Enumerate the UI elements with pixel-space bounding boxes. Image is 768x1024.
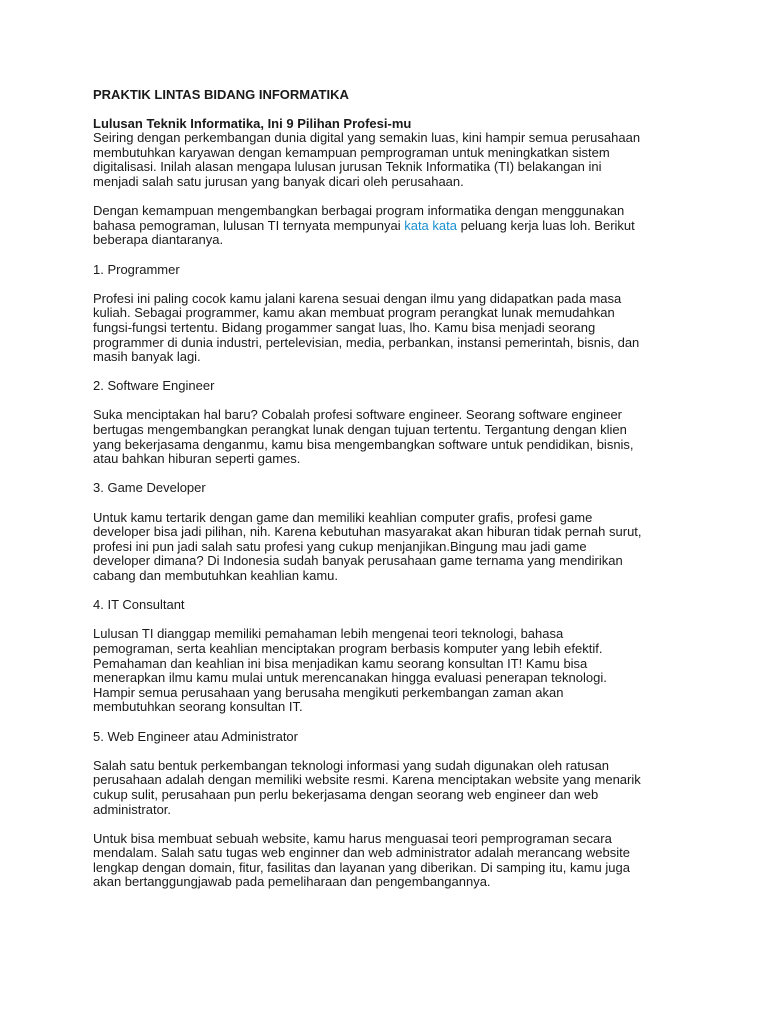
section-body-programmer: Profesi ini paling cocok kamu jalani karena sesuai dengan ilmu yang didapatkan pada masa kuliah. Sebagai programmer, kamu akan membuat program perangkat lunak memudahkan fungsi-fungsi tertentu. Bidang progammer sangat luas, lho. Kamu bisa menjadi seorang programmer di dunia industri, pertelevisian, media, perbankan, instansi pemerintah, bisnis, dan masih banyak lagi. xyxy=(93,290,640,365)
section-heading-it-consultant: 4. IT Consultant xyxy=(93,597,185,613)
section-body-web-engineer: Salah satu bentuk perkembangan teknologi informasi yang sudah digunakan oleh ratusan perusahaan adalah dengan memiliki website resmi. Karena menciptakan website yang menarik cukup sulit, perusahaan pun perlu bekerjasama dengan seorang web engineer dan web administrator. xyxy=(93,757,641,817)
section-body-game-developer: Untuk kamu tertarik dengan game dan memiliki keahlian computer grafis, profesi game developer bisa jadi pilihan, nih. Karena kebutuhan masyarakat akan hiburan tidak pernah surut, profesi ini pun jadi salah satu profesi yang cukup menjanjikan.Bingung mau jadi game developer dimana? Di Indonesia sudah banyak perusahaan game ternama yang mendirikan cabang dan membutuhkan keahlian kamu. xyxy=(93,509,642,583)
article-subtitle: Lulusan Teknik Informatika, Ini 9 Pilihan Profesi-mu xyxy=(93,115,412,131)
section-heading-game-developer: 3. Game Developer xyxy=(93,480,206,496)
intro-paragraph-2-text-after: peluang kerja luas loh. Berikut beberapa diantaranya. xyxy=(93,217,635,248)
intro-paragraph-2-text-before: Dengan kemampuan mengembangkan berbagai program informatika dengan menggunakan bahasa pemograman, lulusan TI ternyata mempunyai xyxy=(93,203,625,233)
intro-paragraph-2 xyxy=(93,204,708,248)
section-heading-programmer: 1. Programmer xyxy=(93,261,180,277)
intro-paragraph-1: Seiring dengan perkembangan dunia digital yang semakin luas, kini hampir semua perusahaan membutuhkan karyawan dengan kemampuan pemprograman untuk meningkatkan sistem digitalisasi. Inilah alasan mengapa lulusan jurusan Teknik Informatika (TI) belakangan ini menjadi salah satu jurusan yang banyak dicari oleh perusahaan. xyxy=(93,130,641,189)
closing-paragraph: Untuk bisa membuat sebuah website, kamu harus menguasai teori pemprograman secara mendalam. Salah satu tugas web enginner dan web administrator adalah merancang website lengkap dengan domain, fitur, fasilitas dan layanan yang diberikan. Di samping itu, kamu juga akan bertanggungjawab pada pemeliharaan dan pengembangannya. xyxy=(93,830,630,890)
section-heading-web-engineer: 5. Web Engineer atau Administrator xyxy=(93,728,298,744)
section-heading-software-engineer: 2. Software Engineer xyxy=(93,378,215,394)
section-body-software-engineer: Suka menciptakan hal baru? Cobalah profesi software engineer. Seorang software engineer bertugas mengembangkan perangkat lunak dengan tujuan tertentu. Tergantung dengan klien yang bekerjasama denganmu, kamu bisa mengembangkan software untuk pendidikan, bisnis, atau bahkan hiburan seperti games. xyxy=(93,407,634,467)
section-body-it-consultant: Lulusan TI dianggap memiliki pemahaman lebih mengenai teori teknologi, bahasa pemograman, serta keahlian menciptakan program berbasis komputer yang lebih efektif. Pemahaman dan keahlian ini bisa menjadikan kamu seorang konsultan IT! Kamu bisa menerapkan ilmu kamu mulai untuk merencanakan hingga evaluasi penerapan teknologi. Hampir semua perusahaan yang berusaha mengikuti perkembangan zaman akan membutuhkan seorang konsultan IT. xyxy=(93,626,607,715)
document-title: PRAKTIK LINTAS BIDANG INFORMATIKA xyxy=(93,87,349,102)
kata-kata-link[interactable]: kata kata xyxy=(404,217,457,233)
